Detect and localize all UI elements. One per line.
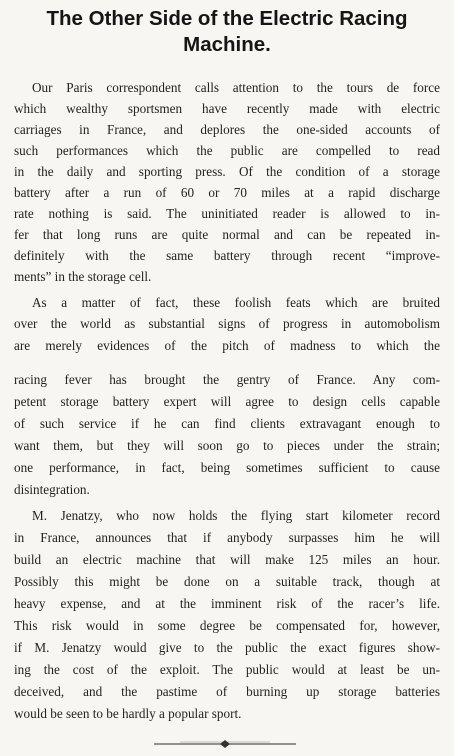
body-line: Our Paris correspondent calls attention to the tours de force [32, 80, 440, 95]
body-line: Possibly this might be done on a suitable track, though at [14, 574, 440, 589]
body-line: This risk would in some degree be compensated for, however, [14, 618, 440, 633]
body-line: such performances which the public are compelled to read [14, 143, 440, 158]
body-line: build an electric machine that will make 125 miles an hour. [14, 552, 440, 567]
body-line: racing fever has brought the gentry of France. Any com- [14, 372, 440, 387]
body-line: if M. Jenatzy would give to the public the exact figures show- [14, 640, 440, 655]
body-line: ing the cost of the exploit. The public would at least be un- [14, 662, 440, 677]
body-line: petent storage battery expert will agree to design cells capable [14, 394, 440, 409]
body-line: carriages in France, and deplores the one-sided accounts of [14, 122, 440, 137]
body-line: over the world as substantial signs of progress in automobolism [14, 316, 440, 331]
body-line: As a matter of fact, these foolish feats which are bruited [32, 295, 440, 310]
body-line: in France, announces that if anybody surpasses him he will [14, 530, 440, 545]
body-line: want them, but they will soon go to pieces under the strain; [14, 438, 440, 453]
article-title-line-1: The Other Side of the Electric Racing [46, 7, 408, 30]
body-line: battery after a run of 60 or 70 miles at a rapid discharge [14, 185, 440, 200]
body-line: rate nothing is said. The uninitiated reader is allowed to in- [14, 206, 440, 221]
body-line: fer that long runs are quite normal and can be repeated in- [14, 227, 440, 242]
body-line: which wealthy sportsmen have recently made with electric [14, 101, 440, 116]
body-line: M. Jenatzy, who now holds the flying start kilometer record [32, 508, 440, 523]
body-line: would be seen to be hardly a popular sport. [14, 706, 242, 721]
body-line: heavy expense, and at the imminent risk of the racer’s life. [14, 596, 440, 611]
body-line: are merely evidences of the pitch of madness to which the [14, 338, 440, 353]
section-divider-ornament [150, 740, 300, 748]
body-line: one performance, in fact, being sometimes sufficient to cause [14, 460, 440, 475]
body-line: disintegration. [14, 482, 90, 497]
body-line: ments” in the storage cell. [14, 269, 152, 284]
body-line: deceived, and the pastime of burning up storage batteries [14, 684, 440, 699]
body-line: in the daily and sporting press. Of the condition of a storage [14, 164, 440, 179]
body-line: definitely with the same battery through recent “improve- [14, 248, 440, 263]
article-title-line-2: Machine. [183, 33, 271, 56]
body-line: of such service if he can find clients extravagant enough to [14, 416, 440, 431]
